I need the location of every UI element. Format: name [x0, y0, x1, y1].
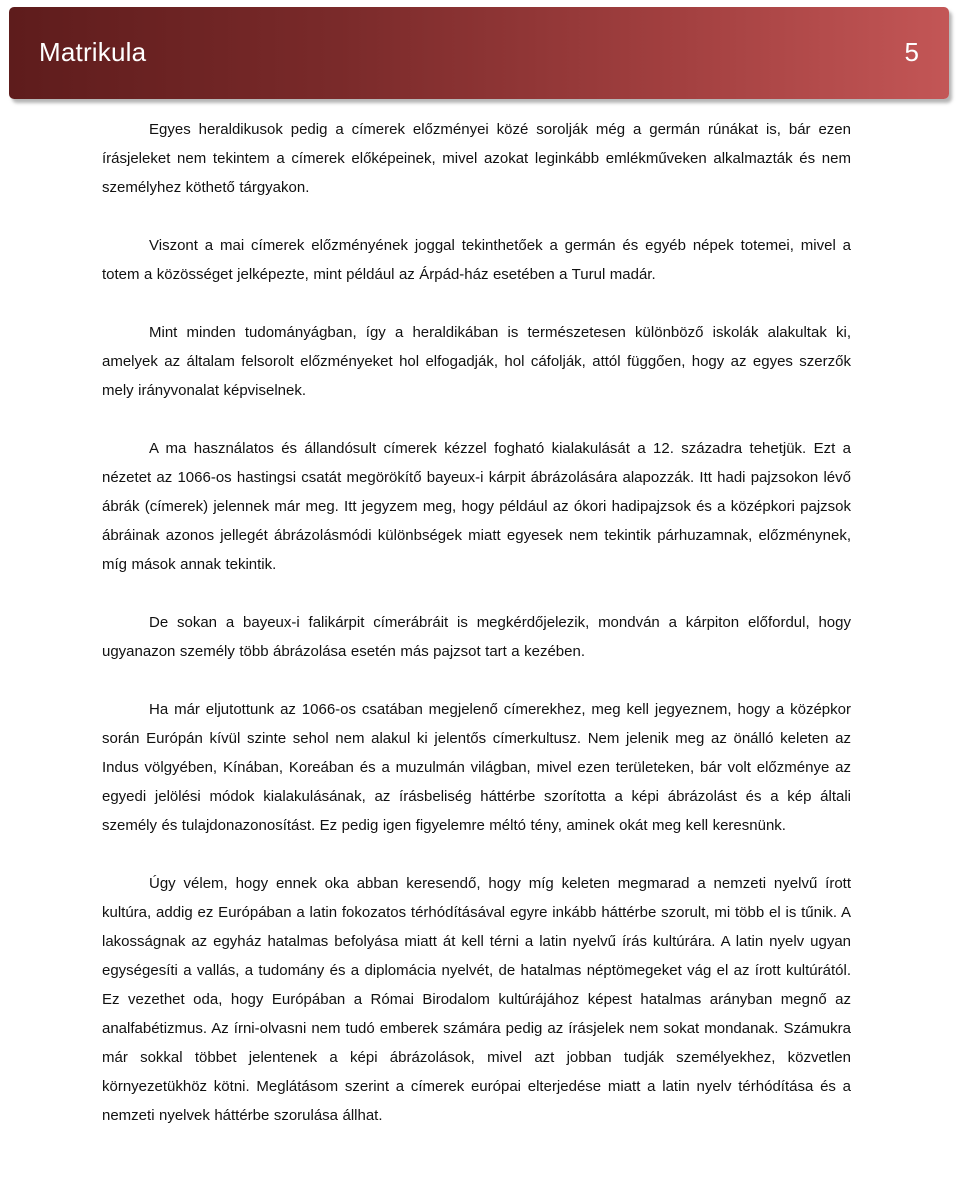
- document-body: [102, 115, 851, 1130]
- paragraph-4: A ma használatos és állandósult címerek kézzel fogható kialakulását a 12. századra tehetjük. Ezt a nézetet az 1066-os hastingsi csatát megörökítő bayeux-i kárpit ábrázolására alapozzák. Itt hadi pajzsokon lévő ábrák (címerek) jelennek már meg. Itt jegyzem meg, hogy például az ókori hadipajzsok és a középkori pajzsok ábráinak azonos jellegét ábrázolásmódi különbségek miatt egyesek nem tekintik párhuzamnak, előzménynek, míg mások annak tekintik.: [102, 440, 851, 573]
- paragraph-2: Viszont a mai címerek előzményének joggal tekinthetőek a germán és egyéb népek totemei, mivel a totem a közösséget jelképezte, mint például az Árpád-ház esetében a Turul madár.: [102, 237, 851, 283]
- paragraph-6: Ha már eljutottunk az 1066-os csatában megjelenő címerekhez, meg kell jegyeznem, hogy a középkor során Európán kívül szinte sehol nem alakul ki jelentős címerkultusz. Nem jelenik meg az önálló keleten az Indus völgyében, Kínában, Koreában és a muzulmán világban, mivel ezen területeken, bár volt előzménye az egyedi jelölési módok kialakulásának, az írásbeliség háttérbe szorította a képi ábrázolást és a kép általi személy és tulajdonazonosítást. Ez pedig igen figyelemre méltó tény, aminek okát meg kell keresnünk.: [102, 701, 851, 834]
- paragraph-3: Mint minden tudományágban, így a heraldikában is természetesen különböző iskolák alakultak ki, amelyek az általam felsorolt előzményeket hol elfogadják, hol cáfolják, attól függően, hogy az egyes szerzők mely irányvonalat képviselnek.: [102, 324, 851, 399]
- page-number: 5: [904, 37, 919, 67]
- header-title: Matrikula: [39, 37, 147, 67]
- paragraph-1: Egyes heraldikusok pedig a címerek előzményei közé sorolják még a germán rúnákat is, bár ezen írásjeleket nem tekintem a címerek előképeinek, mivel azokat leginkább emlékműveken alkalmazták és nem személyhez köthető tárgyakon.: [102, 121, 851, 196]
- paragraph-5: De sokan a bayeux-i falikárpit címerábráit is megkérdőjelezik, mondván a kárpiton előfordul, hogy ugyanazon személy több ábrázolása esetén más pajzsot tart a kezében.: [102, 614, 851, 660]
- paragraph-7: Úgy vélem, hogy ennek oka abban keresendő, hogy míg keleten megmarad a nemzeti nyelvű írott kultúra, addig ez Európában a latin fokozatos térhódításával egyre inkább háttérbe szorult, mi több el is tűnik. A lakosságnak az egyház hatalmas befolyása miatt át kell térni a latin nyelvű írás kultúrára. A latin nyelv ugyan egységesíti a vallás, a tudomány és a diplomácia nyelvét, de hatalmas néptömegeket vág el az írott kultúrától. Ez vezethet oda, hogy Európában a Római Birodalom kultúrájához képest hatalmas arányban megnő az analfabétizmus. Az írni-olvasni nem tudó emberek számára pedig az írásjelek nem sokat mondanak. Számukra már sokkal többet jelentenek a képi ábrázolások, mivel azt jobban tudják személyekhez, közvetlen környezetükhöz kötni. Meglátásom szerint a címerek európai elterjedése miatt a latin nyelv térhódítása és a nemzeti nyelvek háttérbe szorulása állhat.: [102, 875, 851, 1124]
- page-header: [9, 7, 949, 99]
